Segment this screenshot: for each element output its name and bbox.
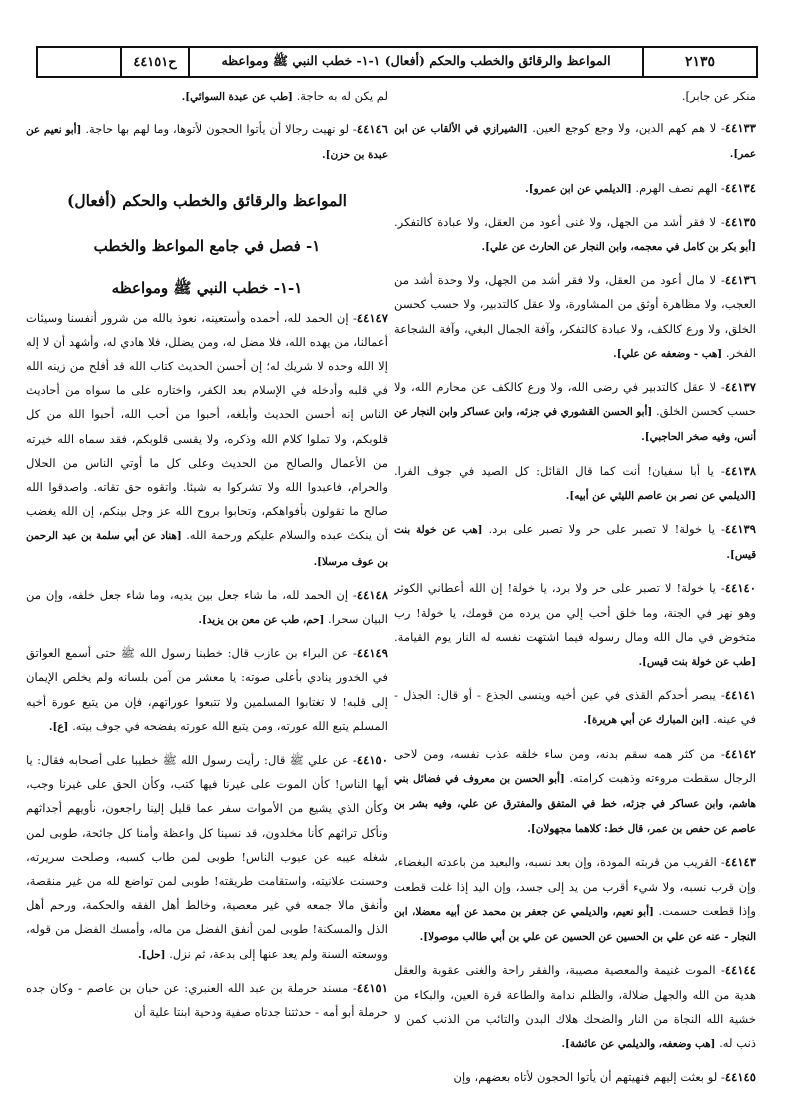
subsection-title: ١-١- خطب النبي ﷺ ومواعظه	[111, 278, 303, 297]
hadith-entry	[394, 742, 756, 842]
hadith-text: - إن الحمد لله، أحمده وأستعينه، نعوذ بالله من شرور أنفسنا وسيئات أعمالنا، من يهده الله، فلا مضل له، ومن يضلل، فلا هادي له، وأشهد أن لا إله إلا الله وحده لا شريك له؛ إن أحسن الحديث كتاب الله قد أفلح من زينه الله في قلبه وأدخله في الإسلام بعد الكفر، واختاره على ما سواه من أحاديث الناس إنه أحسن الحديث وأبلغه، أحبوا من أحب الله، أحبوا الله من كل قلوبكم، ولا تملوا كلام الله وذكره، ولا يقسى قلوبكم، فقد سماه الله خيرته من الأعمال والصالح من الحديث وعلى كل ما أوتي الناس من الحلال والحرام، فاعبدوا الله ولا تشركوا به شيئا. واتقوه حق تقاته. واصدقوا الله صالح ما تقولون بأفواهكم، وتحابوا بروح الله عز وجل بينكم، إن الله يغضب أن ينكث عبده والسلام عليكم ورحمة الله.	[26, 310, 388, 543]
hadith-number: ٤٤١٣٤	[724, 180, 756, 195]
hadith-number: ٤٤١٣٩	[724, 522, 756, 537]
hadith-text: - لا مال أعود من العقل، ولا فقر أشد من الجهل، ولا وحدة أشد من العجب، ولا مظاهرة أوثق من المشاورة، ولا عقل كالتدبير، ولا حسب كحسن الخلق، ولا ورع كالكف، ولا عبادة كالتفكر، وآفة الجمال البغي، وآفة الشجاعة الفخر.	[394, 273, 756, 360]
hadith-number: ٤٤١٤٢	[724, 746, 756, 761]
hadith-entry	[394, 210, 756, 259]
hadith-number: ٤٤١٤٩	[356, 646, 388, 661]
hadith-number: ٤٤١٥٠	[356, 753, 388, 768]
hadith-source: [حل].	[137, 948, 166, 961]
hadith-number: ٤٤١٤٤	[724, 963, 756, 978]
hadith-text: - يا خولة! لا تصبر على حر ولا برد، يا خولة! إن الله أعطاني الكوثر وهو نهر في الجنة، وما خلق أحب إلي من يرده من قومك، يا خولة! رب متخوض في مال الله ومال رسوله فيما اشتهت نفسه له النار يوم القيامة.	[394, 581, 756, 644]
continuation-text: منكر عن جابر].	[681, 89, 756, 103]
hadith-source: [الشيرازي في الألقاب عن ابن عمر].	[394, 123, 756, 161]
hadith-text: - لا هم كهم الدين، ولا وجع كوجع العين.	[532, 121, 725, 136]
hadith-entry	[26, 306, 388, 574]
hadith-number: ٤٤١٤٣	[724, 855, 756, 870]
hadith-text: - يا أبا سفيان! أنت كما قال القائل: كل الصيد في جوف الفرا.	[394, 463, 725, 478]
hadith-entry	[394, 176, 756, 201]
hadith-text: - يا خولة! لا تصبر على حر ولا تصبر على برد.	[488, 522, 725, 537]
hadith-number: ٤٤١٤٨	[356, 587, 388, 602]
hadith-source: [أبو الحسن القشوري في جزئه، وابن عساكر وابن النجار عن أنس، وفيه صخر الحاجبي].	[394, 406, 756, 444]
hadith-number: ٤٤١٣٣	[724, 121, 756, 136]
hadith-entry	[394, 958, 756, 1056]
hadith-number: ٤٤١٣٥	[724, 214, 756, 229]
hadith-text: - لو نهيت رجالا أن يأتوا الحجون لأتوها، وما لهم بها حاجة.	[85, 122, 357, 137]
section-subtitle: ١- فصل في جامع المواعظ والخطب	[93, 236, 321, 255]
hadith-source: [ع].	[48, 720, 69, 733]
hadith-text: - مسند حرملة بن عبد الله العنبري: عن حبان بن عاصم - وكان جده حرملة أبو أمه - حدثتنا جدتاه صفية ودحية ابنتا علية أن	[26, 980, 388, 1020]
hadith-text: - الموت غنيمة والمعصية مصيبة، والفقر راحة والغنى عقوبة والعقل هدية من الله والجهل ضلالة، والظلم ندامة والطاعة قرة العين، والبكاء من خشية الله النجاة من النار والضحك هلاك البدن والتائب من الذنب كمن لا ذنب له.	[394, 963, 756, 1050]
hadith-text: - عن علي ﷺ قال: رأيت رسول الله ﷺ خطيبا على أصحابه فقال: يا أيها الناس! كأن الموت على غيرنا فيها كتب، وكأن الحق على غيرنا وجب، وكأن الذي يشيع من الأموات سفر عما قليل إلينا راجعون، نأويهم أجداثهم ونأكل تراثهم كأنا مخلدون، قد نسينا كل واعظة وأمنا كل جائحة، طوبى لمن شغله عيبه عن عيوب الناس! طوبى لمن طاب كسبه، وصلحت سريرته، وحسنت علانيته، واستقامت طريقته! طوبى لمن تواضع لله من غير منقصة، وأنفق مالا جمعه في غير معصية، وخالط أهل الفقه والحكمة، ورحم أهل الذل والمسكنة! طوبى لمن أنفق الفضل من ماله، وأمسك الفضل من قوله، ووسعته السنة ولم يعد عنها إلى بدعة، ثم نزل.	[26, 753, 388, 961]
hadith-source: [حم، طب عن معن بن يزيد].	[198, 614, 325, 627]
hadith-number: ٤٤١٣٦	[724, 273, 756, 288]
hadith-entry	[394, 517, 756, 567]
hadith-text: - القريب من قربته المودة، وإن بعد نسبه، والبعيد من باعدته البغضاء، وإن قرب نسبه، ولا شيء أقرب من يد إلى جسد، وإن اليد إذا غلت قطعت وإذا قطعت حسمت.	[394, 855, 756, 918]
hadith-text: - الهم نصف الهرم.	[635, 180, 725, 195]
page-number: ٢١٣٥	[642, 48, 756, 76]
hadith-entry	[26, 748, 388, 967]
section-title: المواعظ والرقائق والخطب والحكم (أفعال)	[67, 190, 347, 210]
hadith-source: [أبو نعيم، والديلمي عن جعفر بن محمد عن أبيه معضلا، ابن النجار - عنه عن علي بن الحسين عن الحسين عن علي بن أبي طالب موصولا].	[394, 905, 756, 944]
hadith-source: [هناد عن أبي سلمة بن عبد الرحمن بن عوف مرسلا].	[26, 530, 388, 568]
hadith-entry	[26, 976, 388, 1024]
hadith-text: - لو بعثت إليهم فنهيتهم أن يأتوا الحجون لأتاه بعضهم، وإن	[453, 1070, 725, 1085]
hadith-number: ٤٤١٤٠	[724, 581, 756, 596]
hadith-entry	[394, 576, 756, 674]
hadith-number: ٤٤١٤٧	[356, 310, 388, 325]
hadith-text: - عن البراء بن عازب قال: خطبنا رسول الله ﷺ حتى أسمع العواتق في الخدور ينادي بأعلى صوته: يا معشر من آمن بلسانه ولم يخلص الإيمان إلى قلبه! لا تغتابوا المسلمين ولا تتبعوا عوراتهم، فإن من يتبع عورة أخيه المسلم يتبع الله عورته، ومن يتبع الله عورته يفضحه في جوف بيته.	[26, 646, 388, 733]
hadith-source: [هب وضعفه، والديلمي عن عائشة].	[561, 1037, 716, 1050]
hadith-reference: ح٤٤١٥١	[120, 48, 188, 76]
hadith-entry	[26, 641, 388, 739]
left-column	[26, 84, 388, 1102]
continuation-body: لم يكن له به حاجة.	[296, 89, 388, 103]
right-column	[394, 84, 756, 1102]
page-header	[36, 46, 758, 78]
hadith-number: ٤٤١٤١	[724, 688, 756, 703]
hadith-entry	[394, 375, 756, 450]
hadith-entry	[394, 268, 756, 366]
hadith-text: - إن الحمد لله، ما شاء جعل بين يديه، وما شاء جعل خلفه، وإن من البيان سحرا.	[26, 587, 388, 627]
hadith-number: ٤٤١٣٧	[724, 380, 756, 395]
hadith-text: - لا فقر أشد من الجهل، ولا غنى أعود من العقل، ولا عبادة كالتفكر.	[394, 214, 725, 229]
hadith-entry	[394, 1065, 756, 1089]
hadith-entry	[394, 116, 756, 166]
hadith-text: - يبصر أحدكم القذى في عين أخيه وينسى الجذع - أو قال: الجذل - في عينه.	[394, 688, 756, 727]
hadith-text: - لا عقل كالتدبير في رضى الله، ولا ورع كالكف عن محارم الله، ولا حسب كحسن الخلق.	[394, 380, 756, 419]
hadith-source: [أبو بكر بن كامل في معجمه، وابن النجار عن الحارث عن علي].	[481, 241, 756, 254]
hadith-source: [الديلمي عن نصر بن عاصم الليثي عن أبيه].	[565, 489, 756, 502]
hadith-number: ٤٤١٥١	[356, 980, 388, 995]
hadith-source: [أبو نعيم عن عبدة بن حزن].	[26, 124, 388, 162]
hadith-number: ٤٤١٤٦	[356, 122, 388, 137]
hadith-text: - من كثر همه سقم بدنه، ومن ساء خلقه عذب نفسه، ومن لاحى الرجال سقطت مروءته وذهبت كرامته.	[394, 746, 756, 785]
hadith-entry	[26, 117, 388, 167]
hadith-source: [ابن المبارك عن أبي هريرة].	[583, 714, 710, 727]
hadith-source: [هب عن خولة بنت قيس].	[394, 524, 756, 562]
header-blank-cell	[38, 48, 120, 76]
running-title: المواعظ والرقائق والخطب والحكم (أفعال) ١-١- خطب النبي ﷺ ومواعظه	[188, 48, 642, 76]
hadith-source: [طب عن عبدة السوائي].	[181, 91, 293, 103]
continuation-text	[26, 84, 388, 109]
hadith-number: ٤٤١٣٨	[724, 463, 756, 478]
hadith-number: ٤٤١٤٥	[724, 1070, 756, 1085]
hadith-entry	[394, 459, 756, 508]
hadith-entry	[394, 683, 756, 732]
hadith-source: [هب - وضعفه عن علي].	[613, 347, 723, 360]
hadith-entry	[26, 583, 388, 632]
hadith-source: [أبو الحسن بن معروف في فضائل بني هاشم، وابن عساكر في جزئه، خط في المتفق والمفترق عن علي، وفيه بشر بن عاصم عن حفص بن عمر، قال خط: كلاهما مجهولان].	[394, 772, 756, 836]
hadith-source: [طب عن خولة بنت قيس].	[638, 656, 756, 669]
hadith-entry	[394, 850, 756, 949]
hadith-source: [الديلمي عن ابن عمرو].	[525, 182, 632, 195]
